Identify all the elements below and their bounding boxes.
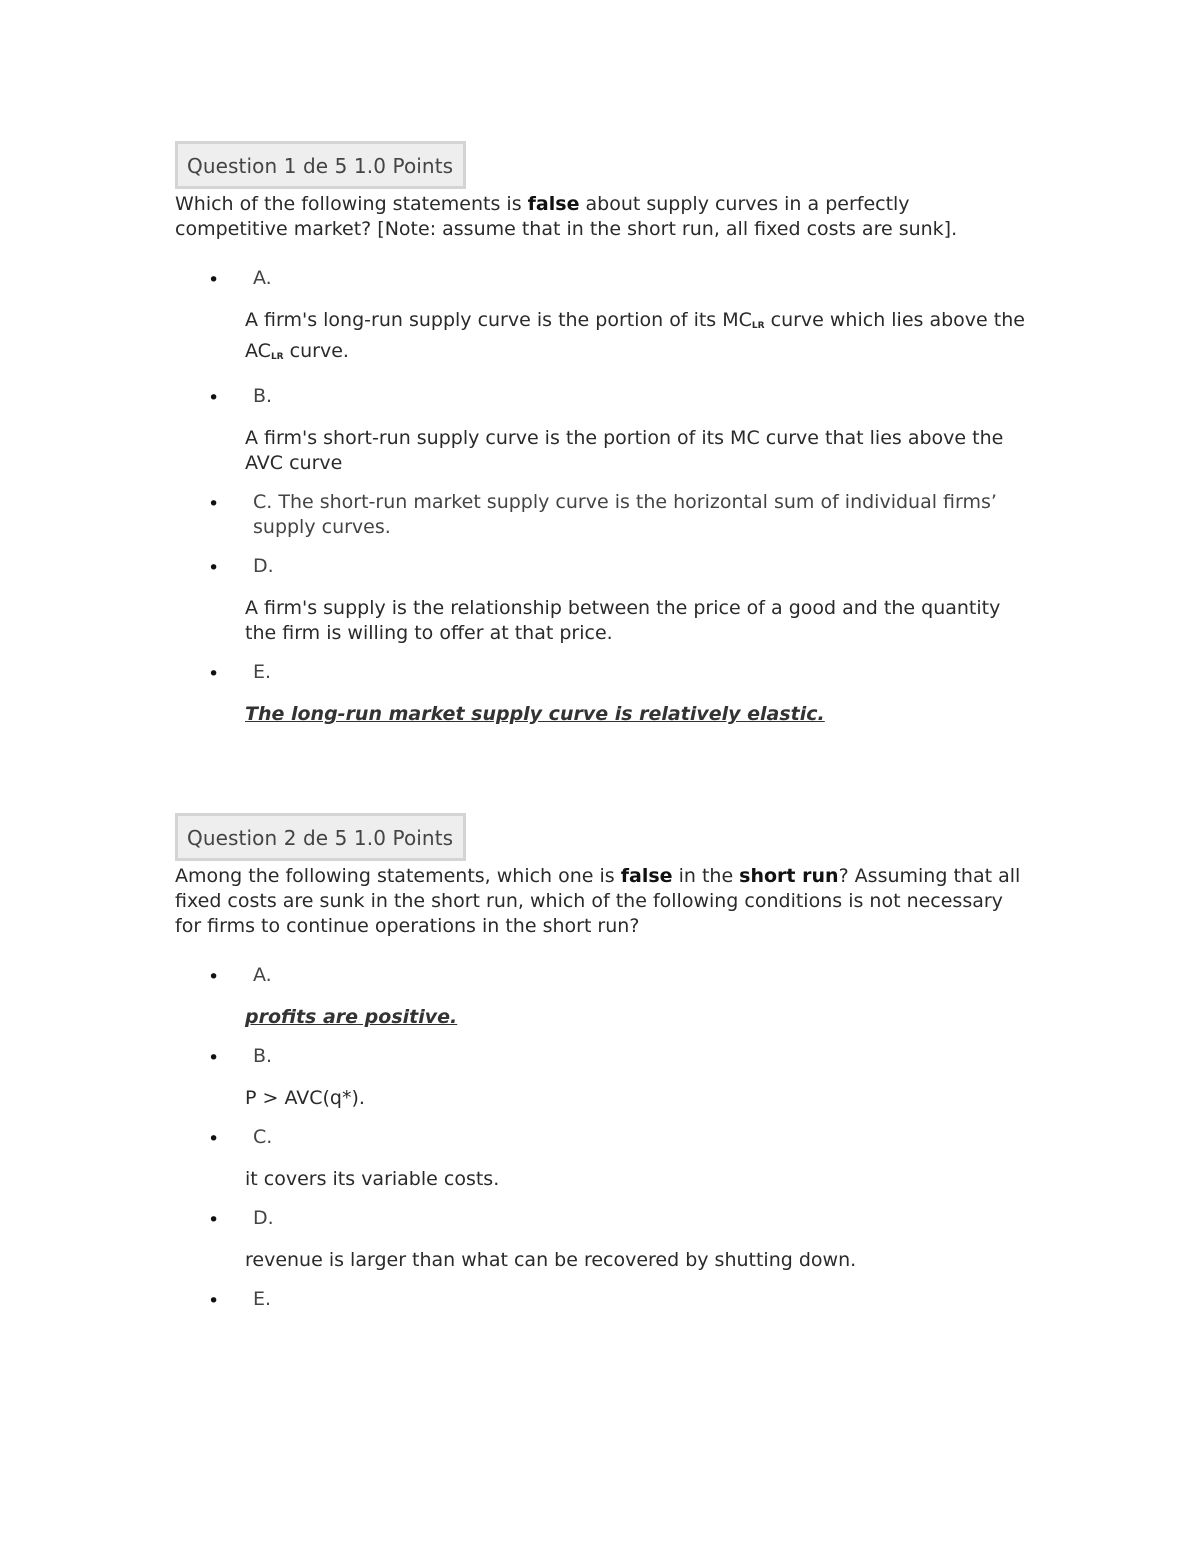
option-d[interactable]: [175, 554, 1035, 646]
option-letter: B.: [253, 1045, 273, 1067]
option-text-part: curve.: [283, 340, 349, 362]
bullet-icon: •: [208, 1047, 220, 1069]
bullet-icon: •: [208, 269, 220, 291]
option-letter: D.: [253, 1207, 274, 1229]
bullet-icon: •: [208, 1128, 220, 1150]
option-b[interactable]: [175, 384, 1035, 476]
bullet-icon: •: [208, 663, 220, 685]
option-letter: E.: [253, 1288, 272, 1310]
question-2-text: [175, 864, 1025, 939]
option-letter: D.: [253, 555, 274, 577]
option-text: revenue is larger than what can be recovered by shutting down.: [245, 1249, 857, 1271]
option-b[interactable]: [175, 1044, 1035, 1111]
question-emphasis: short run: [739, 865, 839, 887]
question-emphasis: false: [527, 193, 580, 215]
bullet-icon: •: [208, 493, 220, 515]
option-letter: E.: [253, 661, 272, 683]
selected-answer-text: The long-run market supply curve is relatively elastic.: [245, 703, 825, 725]
option-a[interactable]: [175, 963, 1035, 1030]
option-letter: C.: [253, 1126, 273, 1148]
question-1: [175, 141, 1035, 727]
option-text-part: A firm's long-run supply curve is the portion of its MC: [245, 309, 752, 331]
question-text-part: Among the following statements, which one is: [175, 865, 621, 887]
question-2: [175, 813, 1035, 1312]
question-1-options: [175, 266, 1035, 727]
option-text: C. The short-run market supply curve is the horizontal sum of individual firms’ supply curves.: [253, 491, 997, 538]
option-d[interactable]: [175, 1206, 1035, 1273]
question-emphasis: false: [620, 865, 673, 887]
option-c[interactable]: [175, 490, 1035, 540]
option-c[interactable]: [175, 1125, 1035, 1192]
option-text: A firm's short-run supply curve is the portion of its MC curve that lies above the AVC curve: [245, 427, 1004, 474]
bullet-icon: •: [208, 557, 220, 579]
subscript: LR: [751, 321, 765, 331]
option-e[interactable]: [175, 1287, 1035, 1312]
option-e[interactable]: [175, 660, 1035, 727]
option-text: it covers its variable costs.: [245, 1168, 500, 1190]
question-spacer: [175, 741, 1035, 813]
subscript: LR: [270, 352, 284, 362]
question-text-part: about supply curves in a perfectly competitive market? [Note: assume that in the short run, all fixed costs are sunk].: [175, 193, 958, 240]
bullet-icon: •: [208, 966, 220, 988]
option-letter: A.: [253, 964, 272, 986]
option-letter: B.: [253, 385, 273, 407]
question-text-part: Which of the following statements is: [175, 193, 528, 215]
option-text-part: curve which lies above the AC: [245, 309, 1025, 362]
quiz-page: [175, 141, 1035, 1326]
option-text: [245, 308, 1025, 370]
question-2-options: [175, 963, 1035, 1312]
bullet-icon: •: [208, 387, 220, 409]
selected-answer-text: profits are positive.: [245, 1006, 458, 1028]
option-text: P > AVC(q*).: [245, 1087, 365, 1109]
option-a[interactable]: [175, 266, 1035, 370]
question-1-header: Question 1 de 5 1.0 Points: [175, 141, 466, 189]
bullet-icon: •: [208, 1209, 220, 1231]
bullet-icon: •: [208, 1290, 220, 1312]
option-text: A firm's supply is the relationship between the price of a good and the quantity the firm is willing to offer at that price.: [245, 597, 1001, 644]
option-letter: A.: [253, 267, 272, 289]
question-text-part: in the: [672, 865, 740, 887]
question-2-header: Question 2 de 5 1.0 Points: [175, 813, 466, 861]
question-1-text: [175, 192, 1025, 242]
question-text-part: ? Assuming that all fixed costs are sunk in the short run, which of the following conditions is not necessary for firms to continue operations in the short run?: [175, 865, 1021, 937]
